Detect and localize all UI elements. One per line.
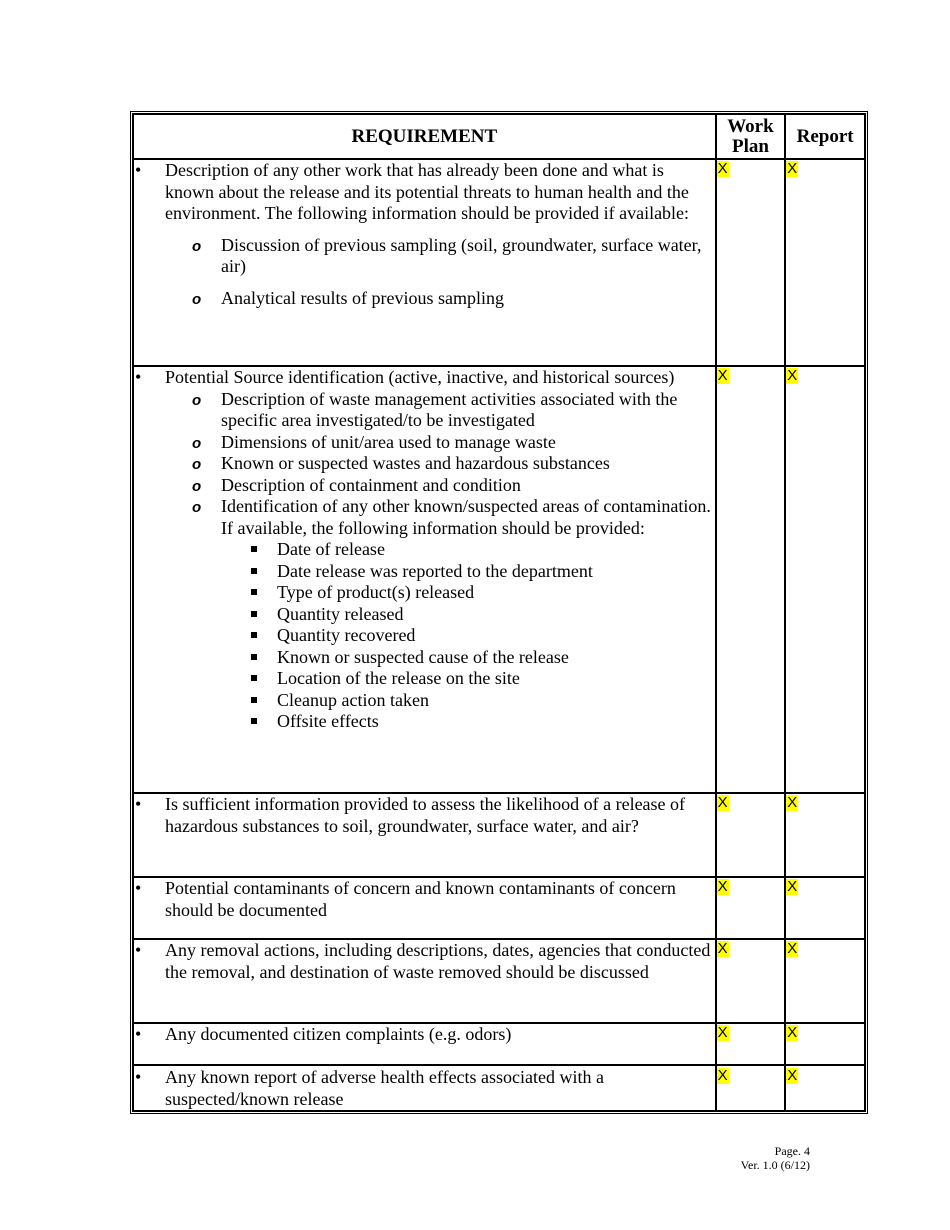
sub-sub-list-item: Quantity recovered	[221, 625, 715, 647]
work-plan-cell	[716, 793, 786, 877]
list-item: • Is sufficient information provided to assess the likelihood of a release of hazardous substances to soil, groundwater, surface water, and air?	[134, 794, 715, 837]
report-mark: X	[787, 794, 798, 811]
sub-sub-list-item: Quantity released	[221, 604, 715, 626]
requirement-text: Potential Source identification (active, inactive, and historical sources)	[165, 367, 675, 387]
table-header-row	[133, 114, 865, 159]
report-cell	[785, 793, 865, 877]
list-item: • Any documented citizen complaints (e.g. odors)	[134, 1024, 715, 1046]
report-cell	[785, 159, 865, 366]
table-row	[133, 877, 865, 939]
report-cell	[785, 1065, 865, 1111]
sub-sub-list-item: Offsite effects	[221, 711, 715, 733]
requirement-cell	[133, 1023, 716, 1065]
list-item	[134, 160, 715, 309]
sub-list-item: o Description of waste management activities associated with the specific area investigated/to be investigated	[165, 389, 715, 432]
requirement-cell	[133, 1065, 716, 1111]
version-label: Ver. 1.0 (6/12)	[740, 1158, 810, 1172]
requirement-cell	[133, 877, 716, 939]
sub-list-item: o Analytical results of previous sampling	[165, 288, 715, 310]
list-item: • Any known report of adverse health effects associated with a suspected/known release	[134, 1067, 715, 1110]
work-plan-cell	[716, 1065, 786, 1111]
requirement-cell	[133, 939, 716, 1023]
page-footer	[741, 1144, 810, 1172]
report-cell	[785, 877, 865, 939]
report-mark: X	[787, 160, 798, 177]
requirement-cell	[133, 159, 716, 366]
report-mark: X	[787, 367, 798, 384]
sub-list-item: o Dimensions of unit/area used to manage waste	[165, 432, 715, 454]
work-plan-mark: X	[717, 367, 728, 384]
sub-list-item: o Description of containment and condition	[165, 475, 715, 497]
table-row	[133, 1023, 865, 1065]
page-number: Page. 4	[774, 1144, 810, 1158]
list-item: • Any removal actions, including descriptions, dates, agencies that conducted the removal, and destination of waste removed should be discussed	[134, 940, 715, 983]
work-plan-cell	[716, 877, 786, 939]
sub-list-item: o Known or suspected wastes and hazardous substances	[165, 453, 715, 475]
header-report: Report	[785, 114, 865, 159]
header-requirement: REQUIREMENT	[133, 114, 716, 159]
table-row	[133, 1065, 865, 1111]
work-plan-mark: X	[717, 1067, 728, 1084]
work-plan-cell	[716, 939, 786, 1023]
work-plan-cell	[716, 159, 786, 366]
header-work-plan: Work Plan	[716, 114, 786, 159]
report-mark: X	[787, 1024, 798, 1041]
requirement-cell	[133, 793, 716, 877]
work-plan-mark: X	[717, 1024, 728, 1041]
requirement-cell	[133, 366, 716, 793]
report-cell	[785, 1023, 865, 1065]
table-row	[133, 939, 865, 1023]
table-row	[133, 366, 865, 793]
sub-sub-list-item: Known or suspected cause of the release	[221, 647, 715, 669]
work-plan-mark: X	[717, 160, 728, 177]
work-plan-mark: X	[717, 878, 728, 895]
table-row	[133, 793, 865, 877]
work-plan-mark: X	[717, 794, 728, 811]
sub-sub-list-item: Date release was reported to the department	[221, 561, 715, 583]
sub-sub-list-item: Cleanup action taken	[221, 690, 715, 712]
report-cell	[785, 366, 865, 793]
sub-sub-list-item: Location of the release on the site	[221, 668, 715, 690]
report-mark: X	[787, 878, 798, 895]
work-plan-mark: X	[717, 940, 728, 957]
table-row	[133, 159, 865, 366]
requirement-text: Description of any other work that has already been done and what is known about the release and its potential threats to human health and the environment. The following information should be provided if available:	[165, 160, 690, 223]
report-cell	[785, 939, 865, 1023]
report-mark: X	[787, 1067, 798, 1084]
sub-sub-list-item: Type of product(s) released	[221, 582, 715, 604]
report-mark: X	[787, 940, 798, 957]
sub-sub-list-item: Date of release	[221, 539, 715, 561]
work-plan-cell	[716, 366, 786, 793]
sub-list-item: o Discussion of previous sampling (soil, groundwater, surface water, air)	[165, 235, 715, 278]
sub-list-text: Identification of any other known/suspected areas of contamination. If available, the following information should be provided:	[221, 496, 711, 538]
work-plan-cell	[716, 1023, 786, 1065]
list-item	[134, 367, 715, 733]
list-item: • Potential contaminants of concern and known contaminants of concern should be documented	[134, 878, 715, 921]
sub-list-item	[165, 496, 715, 733]
requirements-table	[130, 111, 868, 1114]
